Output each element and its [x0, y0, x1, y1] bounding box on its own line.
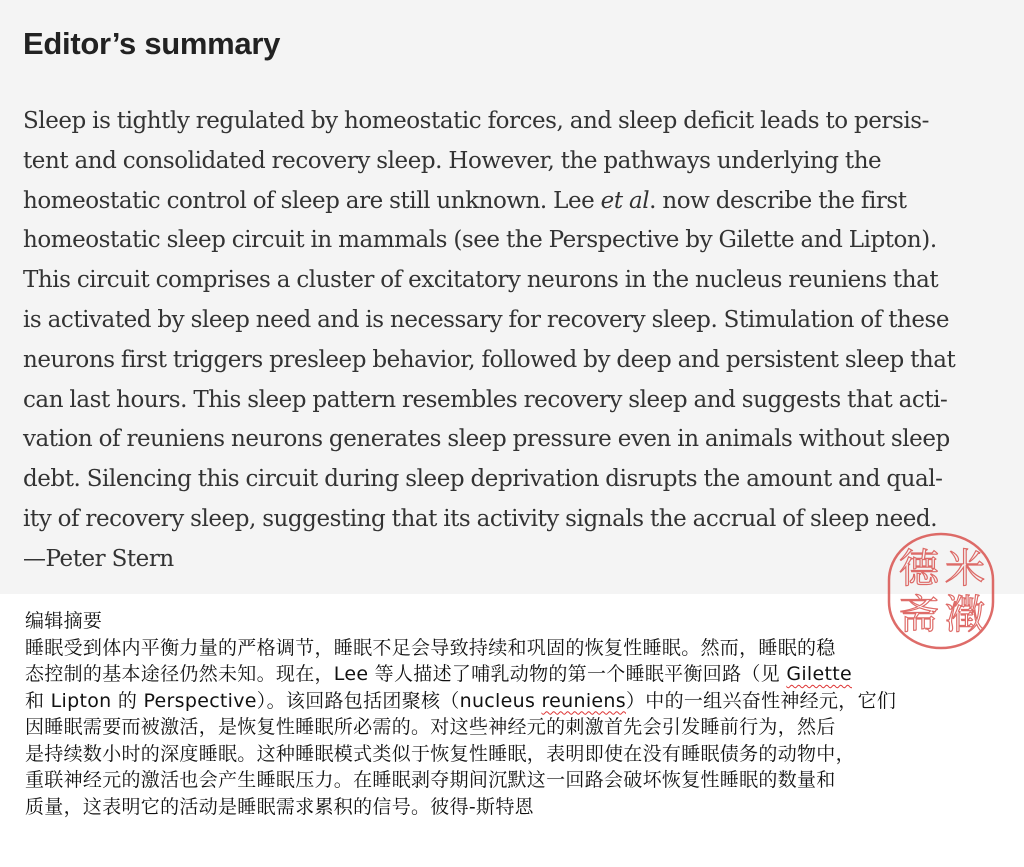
translation-text: 态控制的基本途径仍然未知。现在，Lee 等人描述了哺乳动物的第一个睡眠平衡回路（见 — [25, 663, 787, 685]
translation-text: 质量，这表明它的活动是睡眠需求累积的信号。彼得-斯特恩 — [25, 795, 534, 818]
summary-line — [23, 102, 1013, 142]
translation-line — [25, 661, 1020, 688]
summary-text: can last hours. This sleep pattern resembles recovery sleep and suggests that acti- — [23, 386, 948, 413]
summary-line — [23, 460, 1013, 500]
translation-line — [25, 767, 1020, 794]
translation-line — [25, 635, 1020, 662]
translation-text: 和 Lipton 的 Perspective）。该回路包括团聚核（nucleus — [25, 689, 542, 712]
translation-text: 因睡眠需要而被激活，是恢复性睡眠所必需的。对这些神经元的刺激首先会引发睡前行为，然后 — [25, 716, 836, 738]
summary-line — [23, 221, 1013, 261]
summary-text: . now describe the first — [649, 187, 907, 214]
summary-text: is activated by sleep need and is necessary for recovery sleep. Stimulation of these — [23, 306, 950, 333]
translation-text: 是持续数小时的深度睡眠。这种睡眠模式类似于恢复性睡眠，表明即使在没有睡眠债务的动物中， — [25, 742, 855, 765]
summary-text: vation of reuniens neurons generates sleep pressure even in animals without sleep — [23, 426, 950, 453]
translation-heading — [25, 608, 1020, 635]
summary-text: This circuit comprises a cluster of excitatory neurons in the nucleus reuniens that — [23, 267, 939, 294]
summary-line — [23, 182, 1013, 222]
summary-line — [23, 142, 1013, 182]
translation-text: 重联神经元的激活也会产生睡眠压力。在睡眠剥夺期间沉默这一回路会破坏恢复性睡眠的数量和 — [25, 769, 836, 791]
summary-line — [23, 261, 1013, 301]
translation-line — [25, 714, 1020, 741]
spellcheck-flagged-word: reuniens — [541, 689, 626, 712]
summary-body — [23, 102, 1013, 580]
translation-text: 睡眠受到体内平衡力量的严格调节，睡眠不足会导致持续和巩固的恢复性睡眠。然而，睡眠的稳 — [25, 636, 836, 659]
summary-text: homeostatic control of sleep are still unknown. Lee — [23, 187, 601, 214]
summary-line — [23, 420, 1013, 460]
translation-text: ）中的一组兴奋性神经元，它们 — [625, 689, 897, 712]
summary-text: ity of recovery sleep, suggesting that its activity signals the accrual of sleep need. — [23, 505, 938, 532]
summary-line — [23, 301, 1013, 341]
spellcheck-flagged-word: Gilette — [786, 663, 852, 685]
summary-italic-text: et al — [600, 187, 650, 214]
seal-glyph: 斋 — [899, 592, 939, 638]
summary-title: Editor’s summary — [23, 26, 281, 61]
summary-text: homeostatic sleep circuit in mammals (see the Perspective by Gilette and Lipton). — [23, 227, 937, 254]
translation-line — [25, 741, 1020, 768]
summary-signature — [23, 540, 1013, 580]
summary-text: Sleep is tightly regulated by homeostatic forces, and sleep deficit leads to persis- — [23, 108, 929, 134]
chinese-translation — [25, 608, 1020, 820]
translation-text: 编辑摘要 — [25, 610, 103, 632]
seal-glyph: 瀓 — [945, 592, 985, 638]
summary-text: debt. Silencing this circuit during sleep deprivation disrupts the amount and qual- — [23, 466, 943, 493]
summary-text: neurons first triggers presleep behavior, followed by deep and persistent sleep that — [23, 346, 956, 373]
summary-line — [23, 381, 1013, 421]
seal-glyph: 德 — [899, 546, 939, 592]
seal-glyph: 米 — [945, 546, 985, 592]
translation-line — [25, 688, 1020, 715]
translation-line — [25, 794, 1020, 821]
summary-author: —Peter Stern — [23, 545, 174, 572]
summary-text: tent and consolidated recovery sleep. However, the pathways underlying the — [23, 147, 882, 174]
summary-line — [23, 341, 1013, 381]
summary-line — [23, 500, 1013, 540]
red-seal-stamp — [883, 530, 999, 652]
